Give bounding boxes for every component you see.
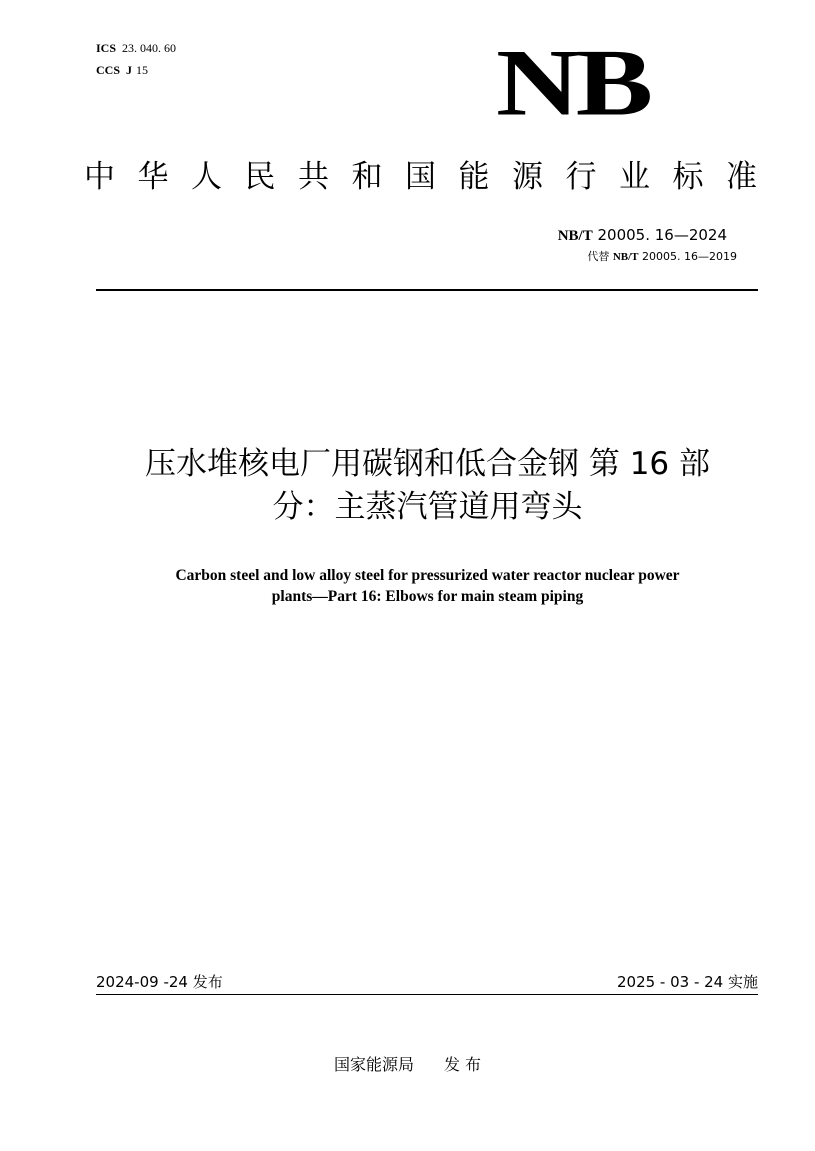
- document-title-en: [90, 565, 765, 607]
- nb-logo: NB: [496, 30, 650, 136]
- standard-title: 中华人民共和国能源行业标准: [84, 159, 780, 195]
- standard-number: [558, 226, 727, 245]
- publisher-action: 发 布: [443, 1055, 482, 1074]
- replaces-value: 20005. 16—2019: [642, 250, 737, 263]
- ccs-value: 15: [136, 63, 149, 77]
- ccs-code: [96, 63, 148, 77]
- publisher-name: 国家能源局: [333, 1055, 414, 1074]
- title-cn-line-1: 压水堆核电厂用碳钢和低合金钢 第 16 部: [144, 446, 710, 482]
- publisher: [0, 1054, 815, 1076]
- replaces-label: 代替: [587, 250, 610, 263]
- ics-value: 23. 040. 60: [122, 41, 177, 55]
- title-en-line-2: plants—Part 16: Elbows for main steam piping: [271, 588, 584, 605]
- header-divider: [96, 289, 758, 291]
- standard-number-prefix: NB/T: [557, 228, 593, 244]
- replaces-prefix: NB/T: [612, 251, 639, 263]
- document-title-cn: [80, 443, 775, 529]
- ccs-letter: J: [126, 63, 133, 77]
- standard-number-value: 20005. 16—2024: [597, 226, 727, 244]
- replaces-line: [587, 250, 737, 264]
- footer-divider: [96, 994, 758, 995]
- ccs-label: CCS: [96, 63, 121, 77]
- ics-label: ICS: [96, 41, 117, 55]
- implementation-date: 2025 - 03 - 24 实施: [616, 973, 758, 991]
- ics-code: [96, 41, 176, 55]
- issue-date: 2024-09 -24 发布: [96, 973, 223, 991]
- title-cn-line-2: 分：主蒸汽管道用弯头: [272, 489, 583, 525]
- title-en-line-1: Carbon steel and low alloy steel for pressurized water reactor nuclear power: [175, 567, 680, 584]
